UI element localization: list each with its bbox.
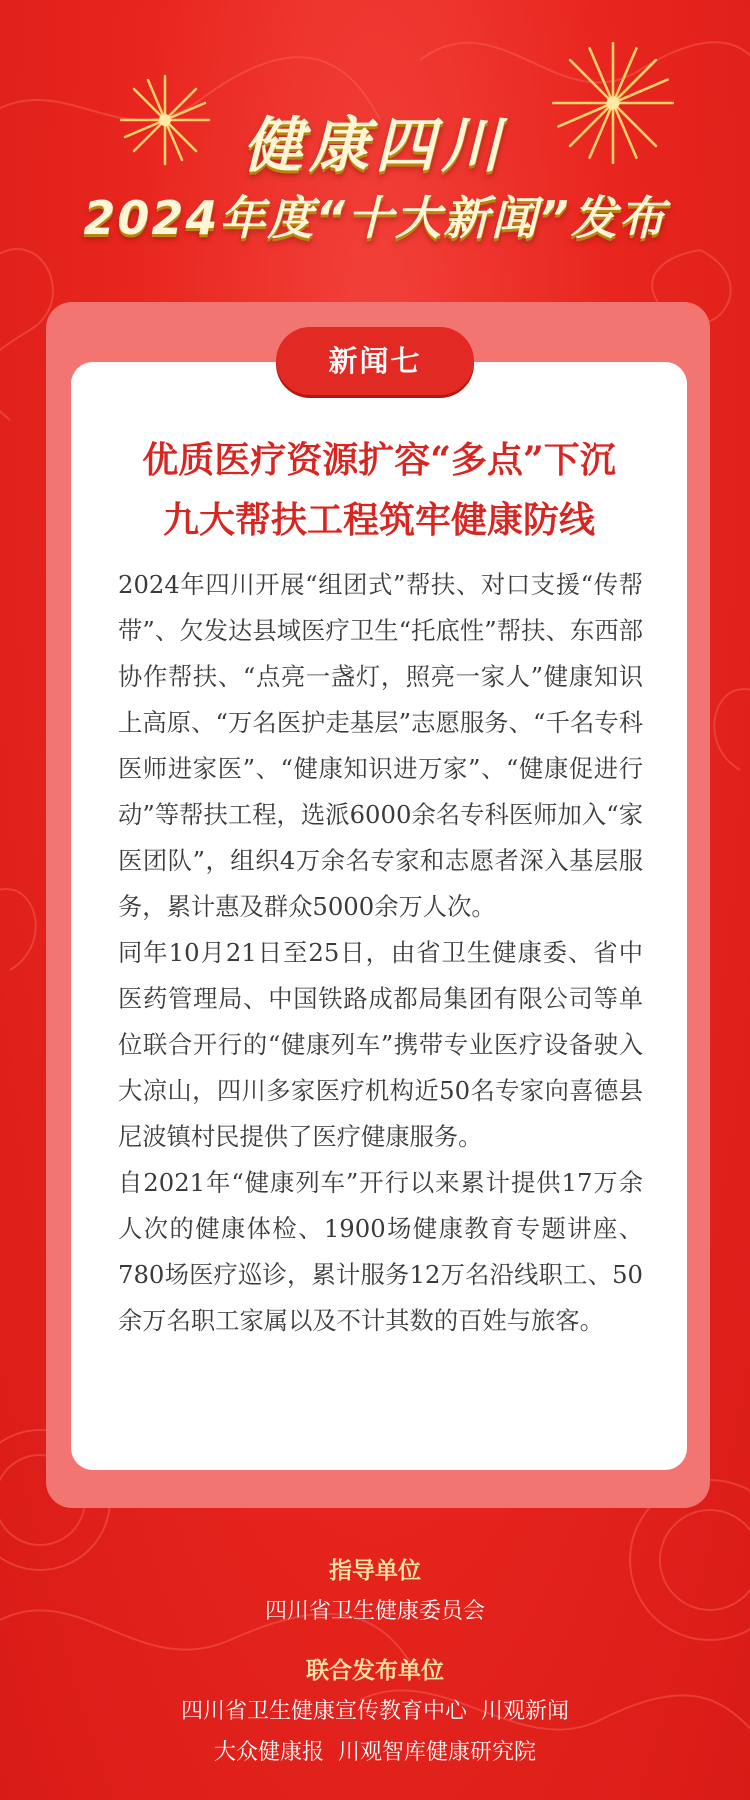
headline-line2: 九大帮扶工程筑牢健康防线 [162, 499, 595, 541]
paragraph-2: 同年10月21日至25日，由省卫生健康委、省中医药管理局、中国铁路成都局集团有限公司等单位联合开行的“健康列车”携带专业医疗设备驶入大凉山，四川多家医疗机构近50名专家向喜德县尼波镇村民提供了医疗健康服务。 [118, 938, 643, 1151]
joint-unit-line1: 四川省卫生健康宣传教育中心 川观新闻 [181, 1699, 569, 1724]
paragraph-1: 2024年四川开展“组团式”帮扶、对口支援“传帮带”、欠发达县域医疗卫生“托底性”帮扶、东西部协作帮扶、“点亮一盏灯，照亮一家人”健康知识上高原、“万名医护走基层”志愿服务、“千名专科医师进家医”、“健康知识进万家”、“健康促进行动”等帮扶工程，选派6000余名专科医师加入“家医团队”，组织4万余名专家和志愿者深入基层服务，累计惠及群众5000余万人次。 [118, 570, 643, 921]
guide-unit-value: 四川省卫生健康委员会 [264, 1599, 485, 1624]
joint-unit-label: 联合发布单位 [306, 1658, 444, 1684]
header-title: 健康四川 [243, 111, 507, 181]
headline-line1: 优质医疗资源扩容“多点”下沉 [142, 439, 616, 481]
news-badge: 新闻七 [276, 327, 474, 395]
article-body [118, 562, 643, 1344]
paragraph-3: 自2021年“健康列车”开行以来累计提供17万余人次的健康体检、1900场健康教育专题讲座、780场医疗巡诊，累计服务12万名沿线职工、50余万名职工家属以及不计其数的百姓与旅客。 [118, 1168, 643, 1335]
header-subtitle: 2024年度“十大新闻”发布 [83, 191, 667, 245]
joint-unit-line2: 大众健康报 川观智库健康研究院 [214, 1740, 536, 1765]
guide-unit-label: 指导单位 [329, 1558, 421, 1584]
